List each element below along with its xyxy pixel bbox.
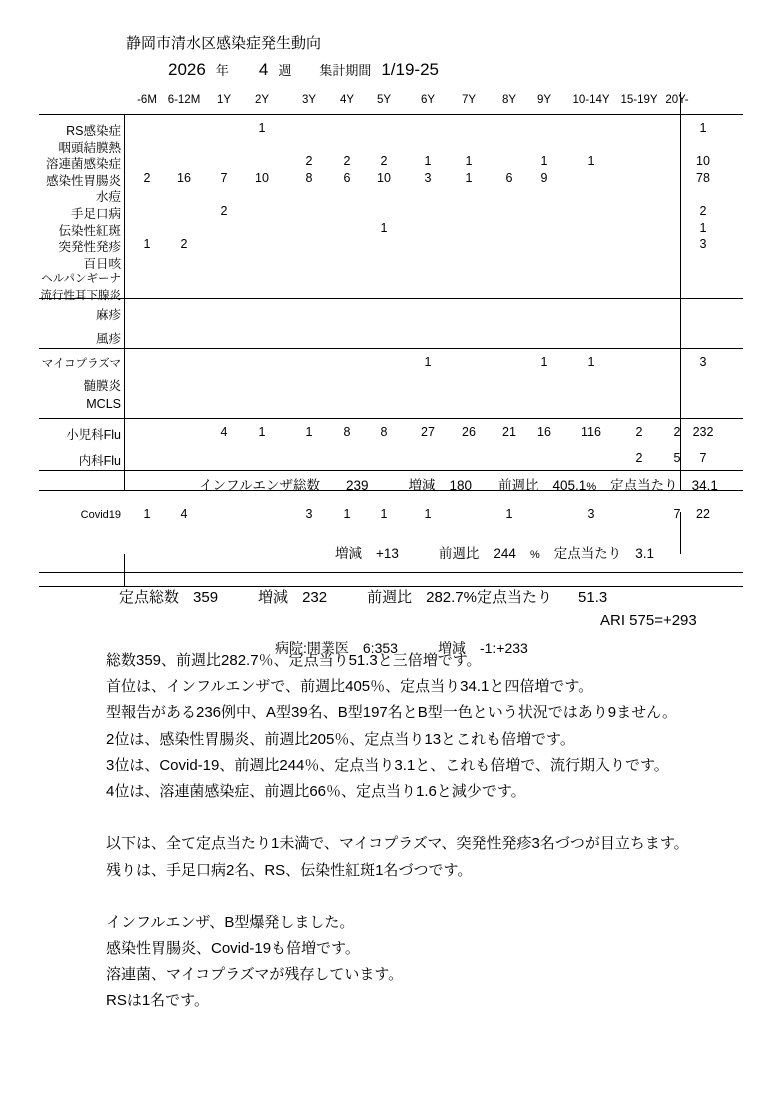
total-s1-0: 1 (699, 121, 707, 135)
disease-name-s1-7: 突発性発疹 (58, 240, 121, 255)
ari-line: ARI 575=+293 (600, 612, 697, 629)
commentary-blank-line (106, 805, 766, 831)
commentary-line-4: 3位は、Covid-19、前週比244％、定点当り3.1と、これも倍増で、流行期入りです。 (106, 756, 669, 774)
section2-bottom-rule (39, 348, 743, 349)
age-column-header-5y: 5Y (376, 94, 392, 106)
commentary-line-11: 感染性胃腸炎、Covid-19も倍増です。 (106, 940, 360, 958)
influenza-ratio-label: 前週比 (498, 478, 539, 493)
cell-covid-6y: 1 (424, 507, 432, 521)
cell-covid-20y-: 7 (673, 507, 681, 521)
cell-s4-0-6y: 27 (421, 425, 435, 439)
cell-covid-4y: 1 (343, 507, 351, 521)
report-year-label: 年 (215, 63, 229, 78)
covid-per-point-label: 定点当たり (553, 546, 622, 561)
age-column-header-1y: 1Y (216, 94, 232, 106)
disease-name-s3-0: マイコプラズマ (41, 358, 121, 370)
covid-percent-sign: % (529, 549, 540, 561)
page-title: 静岡市清水区感染症発生動向 (126, 35, 322, 52)
influenza-percent-sign: % (586, 481, 597, 493)
age-column-header-4y: 4Y (339, 94, 355, 106)
disease-name-s1-4: 水痘 (95, 190, 121, 205)
cell-s4-0-10-14y: 116 (581, 425, 601, 439)
fixed-point-total-value: 359 (193, 589, 219, 606)
cell-s1-2-9y: 1 (540, 154, 548, 169)
summary-ratio-value: 282.7 (426, 589, 464, 606)
hospital-clinic-value: 6:353 (362, 640, 398, 656)
disease-name-s1-1: 咽頭結膜熱 (58, 140, 121, 155)
report-period-line (168, 60, 439, 80)
covid-ratio-value: 244 (493, 546, 516, 561)
aggregation-period-value: 1/19-25 (381, 60, 440, 79)
disease-name-s1-5: 手足口病 (70, 207, 121, 221)
disease-name-s3-1: 髄膜炎 (83, 379, 121, 393)
cell-s1-5-1y: 2 (220, 204, 228, 218)
cell-s1-3-6-12m: 16 (177, 170, 191, 185)
cell-s1-3-7y: 1 (465, 170, 473, 185)
influenza-ratio-value: 405.1 (552, 478, 587, 493)
influenza-summary-line (199, 474, 718, 494)
age-column-header--6m: -6M (137, 94, 157, 106)
covid-per-point-value: 3.1 (635, 546, 654, 561)
fixed-point-total-label: 定点総数 (119, 589, 180, 606)
summary-change-label: 増減 (258, 589, 289, 606)
fixed-point-total-line (119, 586, 607, 607)
report-week-label: 週 (278, 63, 292, 78)
disease-name-s4-1: 内科Flu (78, 454, 121, 468)
cell-s1-3-1y: 7 (220, 170, 228, 185)
hospital-clinic-label: 病院:開業医 (275, 640, 349, 656)
disease-name-s1-6: 伝染性紅斑 (58, 223, 121, 238)
cell-s4-0-20y-: 2 (673, 425, 681, 439)
cell-covid-8y: 1 (505, 507, 513, 521)
disease-name-s4-0: 小児科Flu (66, 428, 121, 442)
commentary-line-13: RSは1名です。 (106, 992, 209, 1010)
total-covid: 22 (696, 507, 710, 521)
summary-per-point-value: 51.3 (578, 589, 608, 606)
disease-name-s1-8: 百日咳 (83, 256, 121, 271)
cell-s1-3-3y: 8 (305, 170, 313, 185)
total-s1-5: 2 (699, 204, 707, 218)
total-s4-1: 7 (699, 451, 707, 465)
cell-s4-0-4y: 8 (343, 425, 351, 439)
cell-s3-0-6y: 1 (424, 355, 432, 369)
influenza-per-point-label: 定点当たり (610, 478, 678, 493)
influenza-total-value: 239 (345, 478, 369, 493)
cell-s1-6-5y: 1 (380, 220, 388, 235)
commentary-line-12: 溶連菌、マイコプラズマが残存しています。 (106, 966, 404, 984)
cell-s4-0-7y: 26 (462, 425, 476, 439)
cell-s1-7-6-12m: 2 (180, 237, 188, 252)
commentary-line-7: 以下は、全て定点当たり1未満で、マイコプラズマ、突発性発疹3名づつが目立ちます。 (106, 835, 689, 853)
hospital-change-value: -1:+233 (479, 640, 528, 656)
total-s4-0: 232 (692, 425, 714, 439)
summary-percent-sign: % (463, 589, 477, 606)
cell-s1-3-9y: 9 (540, 170, 548, 185)
commentary-line-1: 首位は、インフルエンザで、前週比405％、定点当り34.1と四倍増です。 (106, 678, 594, 696)
age-column-header-10-14y: 10-14Y (572, 94, 610, 106)
cell-s1-3--6m: 2 (143, 170, 151, 185)
disease-name-s1-10: 流行性耳下腺炎 (40, 290, 121, 302)
cell-covid-6-12m: 4 (180, 507, 188, 521)
cell-s1-2-3y: 2 (305, 154, 313, 169)
commentary-blank-line (106, 884, 766, 910)
cell-s1-2-6y: 1 (424, 154, 432, 169)
summary-ratio-label: 前週比 (367, 589, 413, 606)
aggregation-period-label: 集計期間 (319, 63, 372, 78)
cell-s4-0-1y: 4 (220, 425, 228, 439)
cell-s4-0-2y: 1 (258, 425, 266, 439)
disease-name-s1-2: 溶連菌感染症 (45, 157, 121, 172)
influenza-change-value: 180 (449, 478, 473, 493)
commentary-line-0: 総数359、前週比282.7％、定点当り51.3と三倍増です。 (106, 652, 482, 669)
hospital-change-label: 増減 (437, 640, 466, 656)
cell-s1-3-6y: 3 (424, 170, 432, 185)
disease-name-covid: Covid19 (80, 509, 121, 521)
total-s1-7: 3 (699, 237, 707, 252)
disease-name-s1-3: 感染性胃腸炎 (45, 173, 121, 188)
covid-summary-line (335, 542, 654, 562)
summary-change-value: 232 (302, 589, 328, 606)
surveillance-table (39, 92, 743, 586)
influenza-per-point-value: 34.1 (691, 478, 718, 493)
cell-s4-1-20y-: 5 (673, 451, 681, 465)
cell-s4-0-8y: 21 (502, 425, 516, 439)
covid-bottom-rule (39, 572, 743, 573)
cell-s3-0-10-14y: 1 (587, 355, 595, 369)
report-week-value: 4 (258, 60, 269, 79)
table-header-rule (39, 114, 743, 115)
cell-covid-3y: 3 (305, 507, 313, 521)
total-s1-2: 10 (696, 154, 710, 169)
total-s3-0: 3 (699, 355, 707, 369)
age-column-header-3y: 3Y (301, 94, 317, 106)
age-column-header-9y: 9Y (536, 94, 552, 106)
commentary-line-2: 型報告がある236例中、A型39名、B型197名とB型一色という状況ではあり9ません。 (106, 704, 677, 722)
cell-covid-10-14y: 3 (587, 507, 595, 521)
cell-s1-3-8y: 6 (505, 170, 513, 185)
cell-s1-7--6m: 1 (143, 237, 151, 252)
cell-s1-3-5y: 10 (377, 170, 391, 185)
covid-change-value: +13 (376, 546, 399, 561)
cell-s4-0-5y: 8 (380, 425, 388, 439)
total-s1-6: 1 (699, 220, 707, 235)
cell-s3-0-9y: 1 (540, 355, 548, 369)
commentary-line-8: 残りは、手足口病2名、RS、伝染性紅斑1名づつです。 (106, 861, 473, 879)
disease-name-s1-0: RS感染症 (66, 124, 121, 138)
covid-ratio-label: 前週比 (438, 546, 480, 561)
influenza-total-label: インフルエンザ総数 (199, 478, 320, 493)
age-column-header-8y: 8Y (501, 94, 517, 106)
table-left-rule (124, 114, 125, 490)
age-column-header-20y-: 20Y- (665, 94, 689, 106)
commentary-line-10: インフルエンザ、B型爆発しました。 (106, 913, 355, 931)
cell-covid-5y: 1 (380, 507, 388, 521)
cell-covid--6m: 1 (143, 507, 151, 521)
age-column-header-7y: 7Y (461, 94, 477, 106)
commentary-line-5: 4位は、溶連菌感染症、前週比66％、定点当り1.6と減少です。 (106, 782, 526, 800)
section4-bottom-rule (39, 470, 743, 471)
summary-per-point-label: 定点当たり (477, 589, 553, 606)
cell-s1-2-4y: 2 (343, 154, 351, 169)
cell-s4-1-15-19y: 2 (635, 451, 643, 465)
age-column-header-6y: 6Y (420, 94, 436, 106)
disease-name-s2-0: 麻疹 (95, 308, 121, 322)
age-column-header-6-12m: 6-12M (167, 94, 201, 106)
cell-s4-0-9y: 16 (537, 425, 551, 439)
cell-s4-0-15-19y: 2 (635, 425, 643, 439)
age-column-header-2y: 2Y (254, 94, 270, 106)
cell-s1-2-10-14y: 1 (587, 154, 595, 169)
disease-name-s1-9: ヘルパンギーナ (41, 273, 121, 286)
cell-s1-2-7y: 1 (465, 154, 473, 169)
section1-bottom-rule (39, 298, 743, 299)
disease-name-s2-1: 風疹 (95, 332, 121, 346)
age-column-header-15-19y: 15-19Y (620, 94, 658, 106)
covid-change-label: 増減 (335, 546, 362, 561)
disease-name-s3-2: MCLS (86, 397, 121, 411)
section3-bottom-rule (39, 418, 743, 419)
cell-s1-3-2y: 10 (255, 170, 269, 185)
cell-s1-2-5y: 2 (380, 154, 388, 169)
commentary-line-3: 2位は、感染性胃腸炎、前週比205％、定点当り13とこれも倍増です。 (106, 730, 575, 748)
influenza-change-label: 増減 (408, 478, 436, 493)
cell-s1-0-2y: 1 (258, 121, 266, 135)
commentary-text (106, 648, 766, 1015)
report-year-value: 2026 (168, 60, 206, 79)
total-s1-3: 78 (696, 170, 710, 185)
cell-s4-0-3y: 1 (305, 425, 313, 439)
cell-s1-3-4y: 6 (343, 170, 351, 185)
summary-left-rule (124, 554, 125, 586)
